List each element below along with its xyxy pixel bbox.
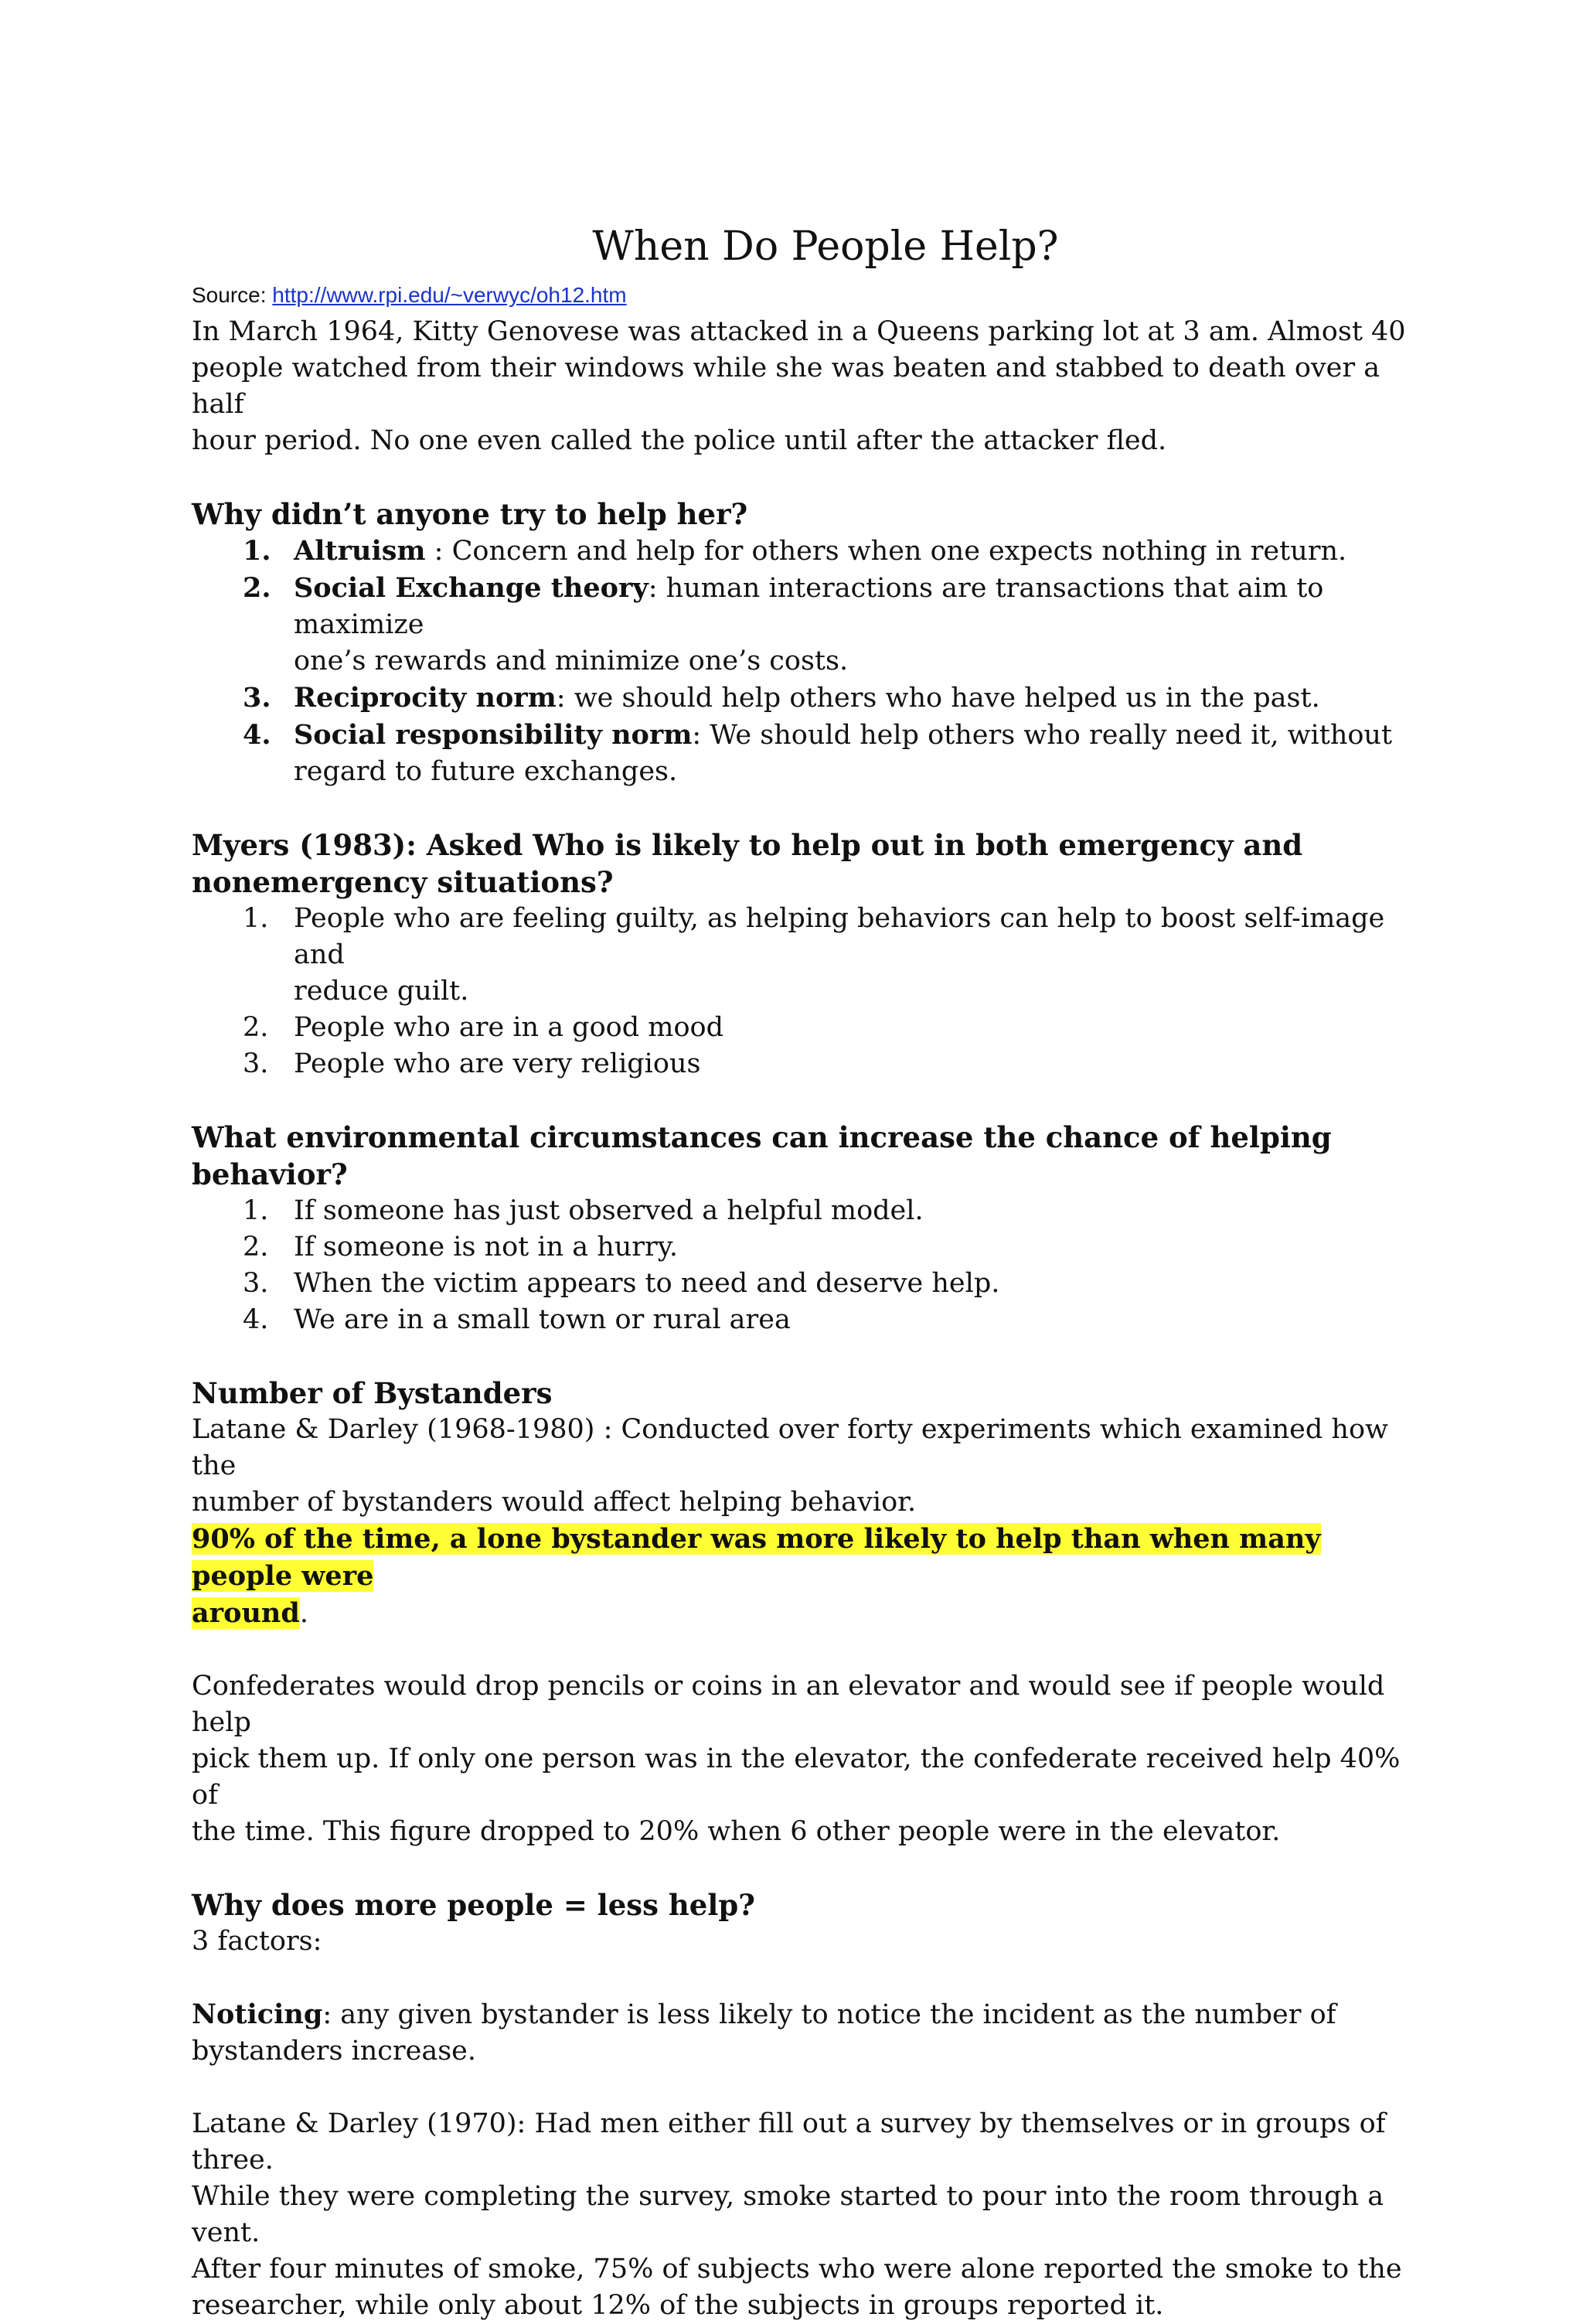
- source-label: Source:: [192, 282, 273, 307]
- intro-line: hour period. No one even called the police until after the attacker fled.: [192, 425, 1167, 457]
- environment-heading: What environmental circumstances can increase the chance of helping behavior?: [192, 1120, 1332, 1192]
- list-item: 1. If someone has just observed a helpful model.: [243, 1195, 924, 1227]
- bystanders-heading: Number of Bystanders: [192, 1376, 553, 1411]
- why-heading: Why didn’t anyone try to help her?: [192, 497, 748, 532]
- list-item: 1. People who are feeling guilty, as helping behaviors can help to boost self-image and reduce guilt.: [243, 903, 1385, 1007]
- intro-line: people watched from their windows while she was beaten and stabbed to death over a half: [192, 353, 1380, 421]
- myers-heading: Myers (1983): Asked Who is likely to help out in both emergency and nonemergency situations?: [192, 828, 1303, 900]
- source-link[interactable]: http://www.rpi.edu/~verwyc/oh12.htm: [272, 282, 627, 307]
- confederates-paragraph: Confederates would drop pencils or coins in an elevator and would see if people would help pick them up. If only one person was in the elevator, the confederate received help 40% of the time. This figure dropped to 20% when 6 other people were in the elevator.: [192, 1671, 1401, 1848]
- environment-list: [192, 1193, 1413, 1338]
- source-line: [192, 281, 1413, 309]
- highlighted-text: 90% of the time, a lone bystander was more likely to help than when many people were: [192, 1523, 1321, 1593]
- intro-line: In March 1964, Kitty Genovese was attacked in a Queens parking lot at 3 am. Almost 40: [192, 316, 1406, 348]
- list-item: 4. We are in a small town or rural area: [243, 1304, 791, 1336]
- list-item: 3. People who are very religious: [243, 1048, 701, 1080]
- page-title: When Do People Help?: [592, 223, 1059, 270]
- myers-list: [192, 901, 1413, 1082]
- smoke-paragraph: Latane & Darley (1970): Had men either fill out a survey by themselves or in groups of three. While they were completing the survey, smoke started to pour into the room through a vent. After four minutes of smoke, 75% of subjects who were alone reported the smoke to the researcher, while only about 12% of the subjects in groups reported it.: [192, 2108, 1402, 2322]
- list-item: 2. People who are in a good mood: [243, 1012, 724, 1044]
- more-people-heading: Why does more people = less help?: [192, 1888, 755, 1923]
- list-item: 2. Social Exchange theory: human interactions are transactions that aim to maximize one’s rewards and minimize one’s costs.: [243, 572, 1324, 677]
- highlighted-text: around: [192, 1597, 300, 1630]
- noticing-paragraph: Noticing: any given bystander is less likely to notice the incident as the number of bystanders increase.: [192, 1999, 1336, 2067]
- list-item: 3. Reciprocity norm: we should help others who have helped us in the past.: [243, 682, 1320, 714]
- list-item: 2. If someone is not in a hurry.: [243, 1232, 679, 1263]
- document-page: [192, 224, 1413, 2324]
- bystanders-paragraph: Latane & Darley (1968-1980) : Conducted over forty experiments which examined how the number of bystanders would affect helping behavior. 90% of the time, a lone bystander was more likely to help than when many people were around.: [192, 1414, 1388, 1630]
- list-item: 3. When the victim appears to need and deserve help.: [243, 1268, 1000, 1300]
- factors-line: 3 factors:: [192, 1926, 322, 1958]
- intro-paragraph: [192, 314, 1413, 459]
- list-item: 1. Altruism : Concern and help for others when one expects nothing in return.: [243, 535, 1347, 567]
- why-list: [192, 533, 1413, 790]
- list-item: 4. Social responsibility norm: We should help others who really need it, without regard to future exchanges.: [243, 719, 1393, 788]
- noticing-term: Noticing: [192, 1999, 323, 2031]
